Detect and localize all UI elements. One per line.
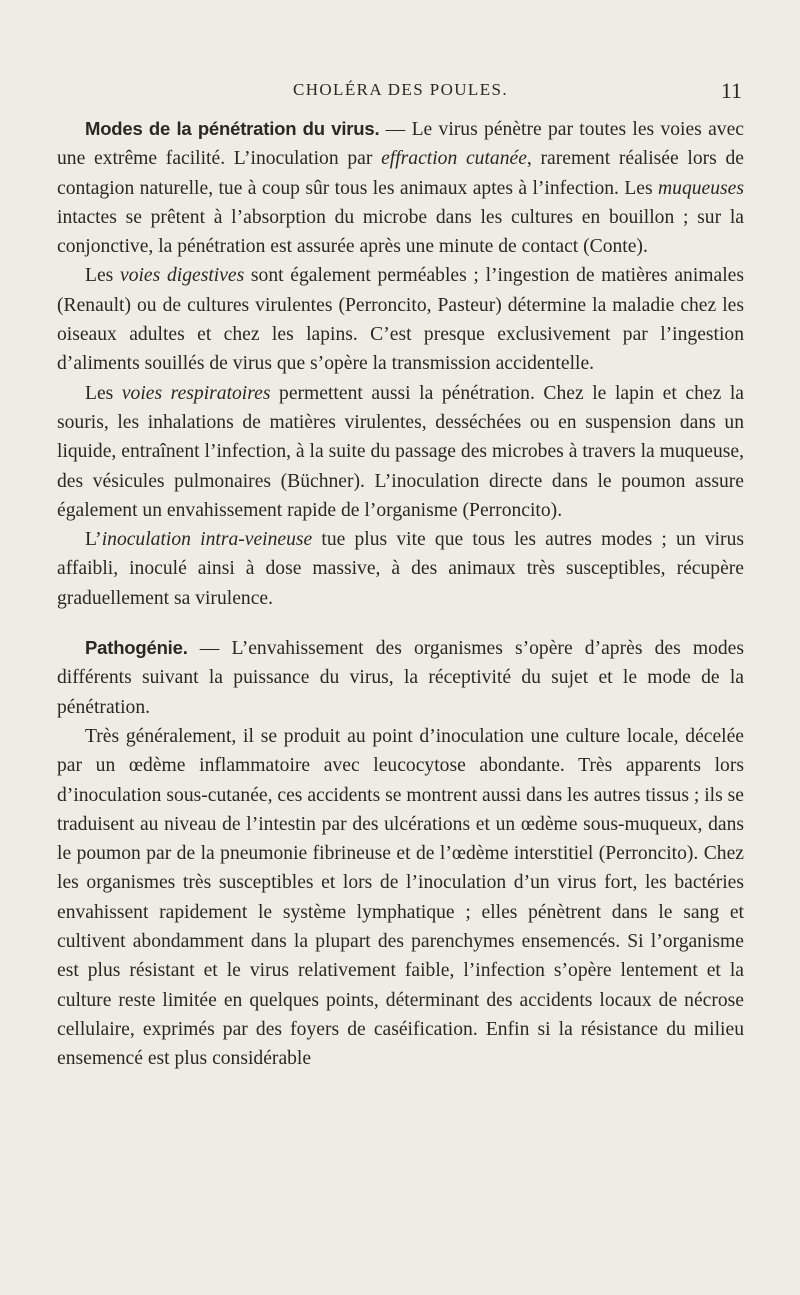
text-run: L’ [85, 529, 102, 551]
italic-term: muqueuses [658, 177, 744, 199]
italic-term: voies respiratoires [121, 382, 271, 404]
body-text [57, 114, 744, 1074]
text-run: Les [85, 265, 120, 287]
paragraph-voies-respiratoires [57, 379, 744, 525]
text-run: tue plus vite que tous les autres modes ; un virus affaibli, inoculé ainsi à dose massive, à des animaux très susceptibles, récupère graduellement sa virulence. [57, 529, 745, 609]
text-run: Très généralement, il se produit au point d’inoculation une culture locale, décelée par un œdème inflammatoire avec leucocytose abondante. Très apparents lors d’inoculation sous-cutanée, ces accidents se montrent aussi dans les autres tissus ; ils se traduisent au niveau de l’intestin par des ulcérations et un œdème sous-muqueux, dans le poumon par de la pneumonie fibrineuse et de l’œdème interstitiel (Perroncito). Chez les organismes très susceptibles et lors de l’inoculation d’un virus fort, les bactéries envahissent rapidement le système lymphatique ; elles pénètrent dans le sang et cultivent abondamment dans la plupart des parenchymes ensemencés. Si l’organisme est plus résistant et le virus relativement faible, l’infection s’opère lentement et la culture reste limitée en quelques points, déterminant des accidents locaux de nécrose cellulaire, exprimés par des foyers de caséification. Enfin si la résistance du milieu ensemencé est plus considérable [57, 725, 744, 1070]
text-run: sont également perméables ; l’ingestion de matières animales (Renault) ou de cultures virulentes (Perroncito, Pasteur) détermine la maladie chez les oiseaux adultes et chez les lapins. C’est presque exclusivement par l’ingestion d’aliments souillés de virus que s’opère la transmission accidentelle. [57, 265, 744, 375]
italic-term: inoculation intra-veineuse [101, 529, 313, 551]
text-run: — Le virus pénètre par toutes les voies avec une extrême facilité. L’inoculation par [57, 119, 744, 170]
text-run: permettent aussi la pénétration. Chez le lapin et chez la souris, les inhalations de matières virulentes, desséchées ou en suspension dans un liquide, entraînent l’infection, à la suite du passage des microbes à travers la muqueuse, des vésicules pulmonaires (Büchner). L’inoculation directe dans le poumon assure également un envahissement rapide de l’organisme (Perroncito). [57, 382, 744, 521]
paragraph-modes-intro [57, 114, 744, 261]
paragraph-inoculation-intraveineuse [57, 525, 744, 613]
text-run: intactes se prêtent à l’absorption du microbe dans les cultures en bouillon ; sur la conjonctive, la pénétration est assurée après une minute de contact (Conte). [57, 206, 744, 258]
paragraph-pathogenie-intro [57, 633, 744, 722]
book-page [57, 80, 744, 1074]
section-heading-modes: Modes de la pénétration du virus. [85, 118, 380, 139]
section-heading-pathogenie: Pathogénie. [85, 637, 188, 659]
italic-term: voies digestives [120, 265, 245, 287]
text-run: Les [85, 382, 122, 404]
page-number: 11 [720, 78, 742, 103]
paragraph-voies-digestives [57, 261, 744, 378]
running-title: CHOLÉRA DES POULES. [292, 80, 509, 99]
text-run: — L’envahissement des organismes s’opère d’après des modes différents suivant la puissance du virus, la réceptivité du sujet et le mode de la pénétration. [57, 638, 744, 718]
text-run: , rarement réalisée lors de contagion naturelle, tue à coup sûr tous les animaux aptes à l’infection. Les [57, 148, 744, 199]
italic-term: effraction cutanée [381, 148, 527, 170]
paragraph-pathogenie-body [57, 722, 744, 1074]
running-header [57, 80, 744, 114]
